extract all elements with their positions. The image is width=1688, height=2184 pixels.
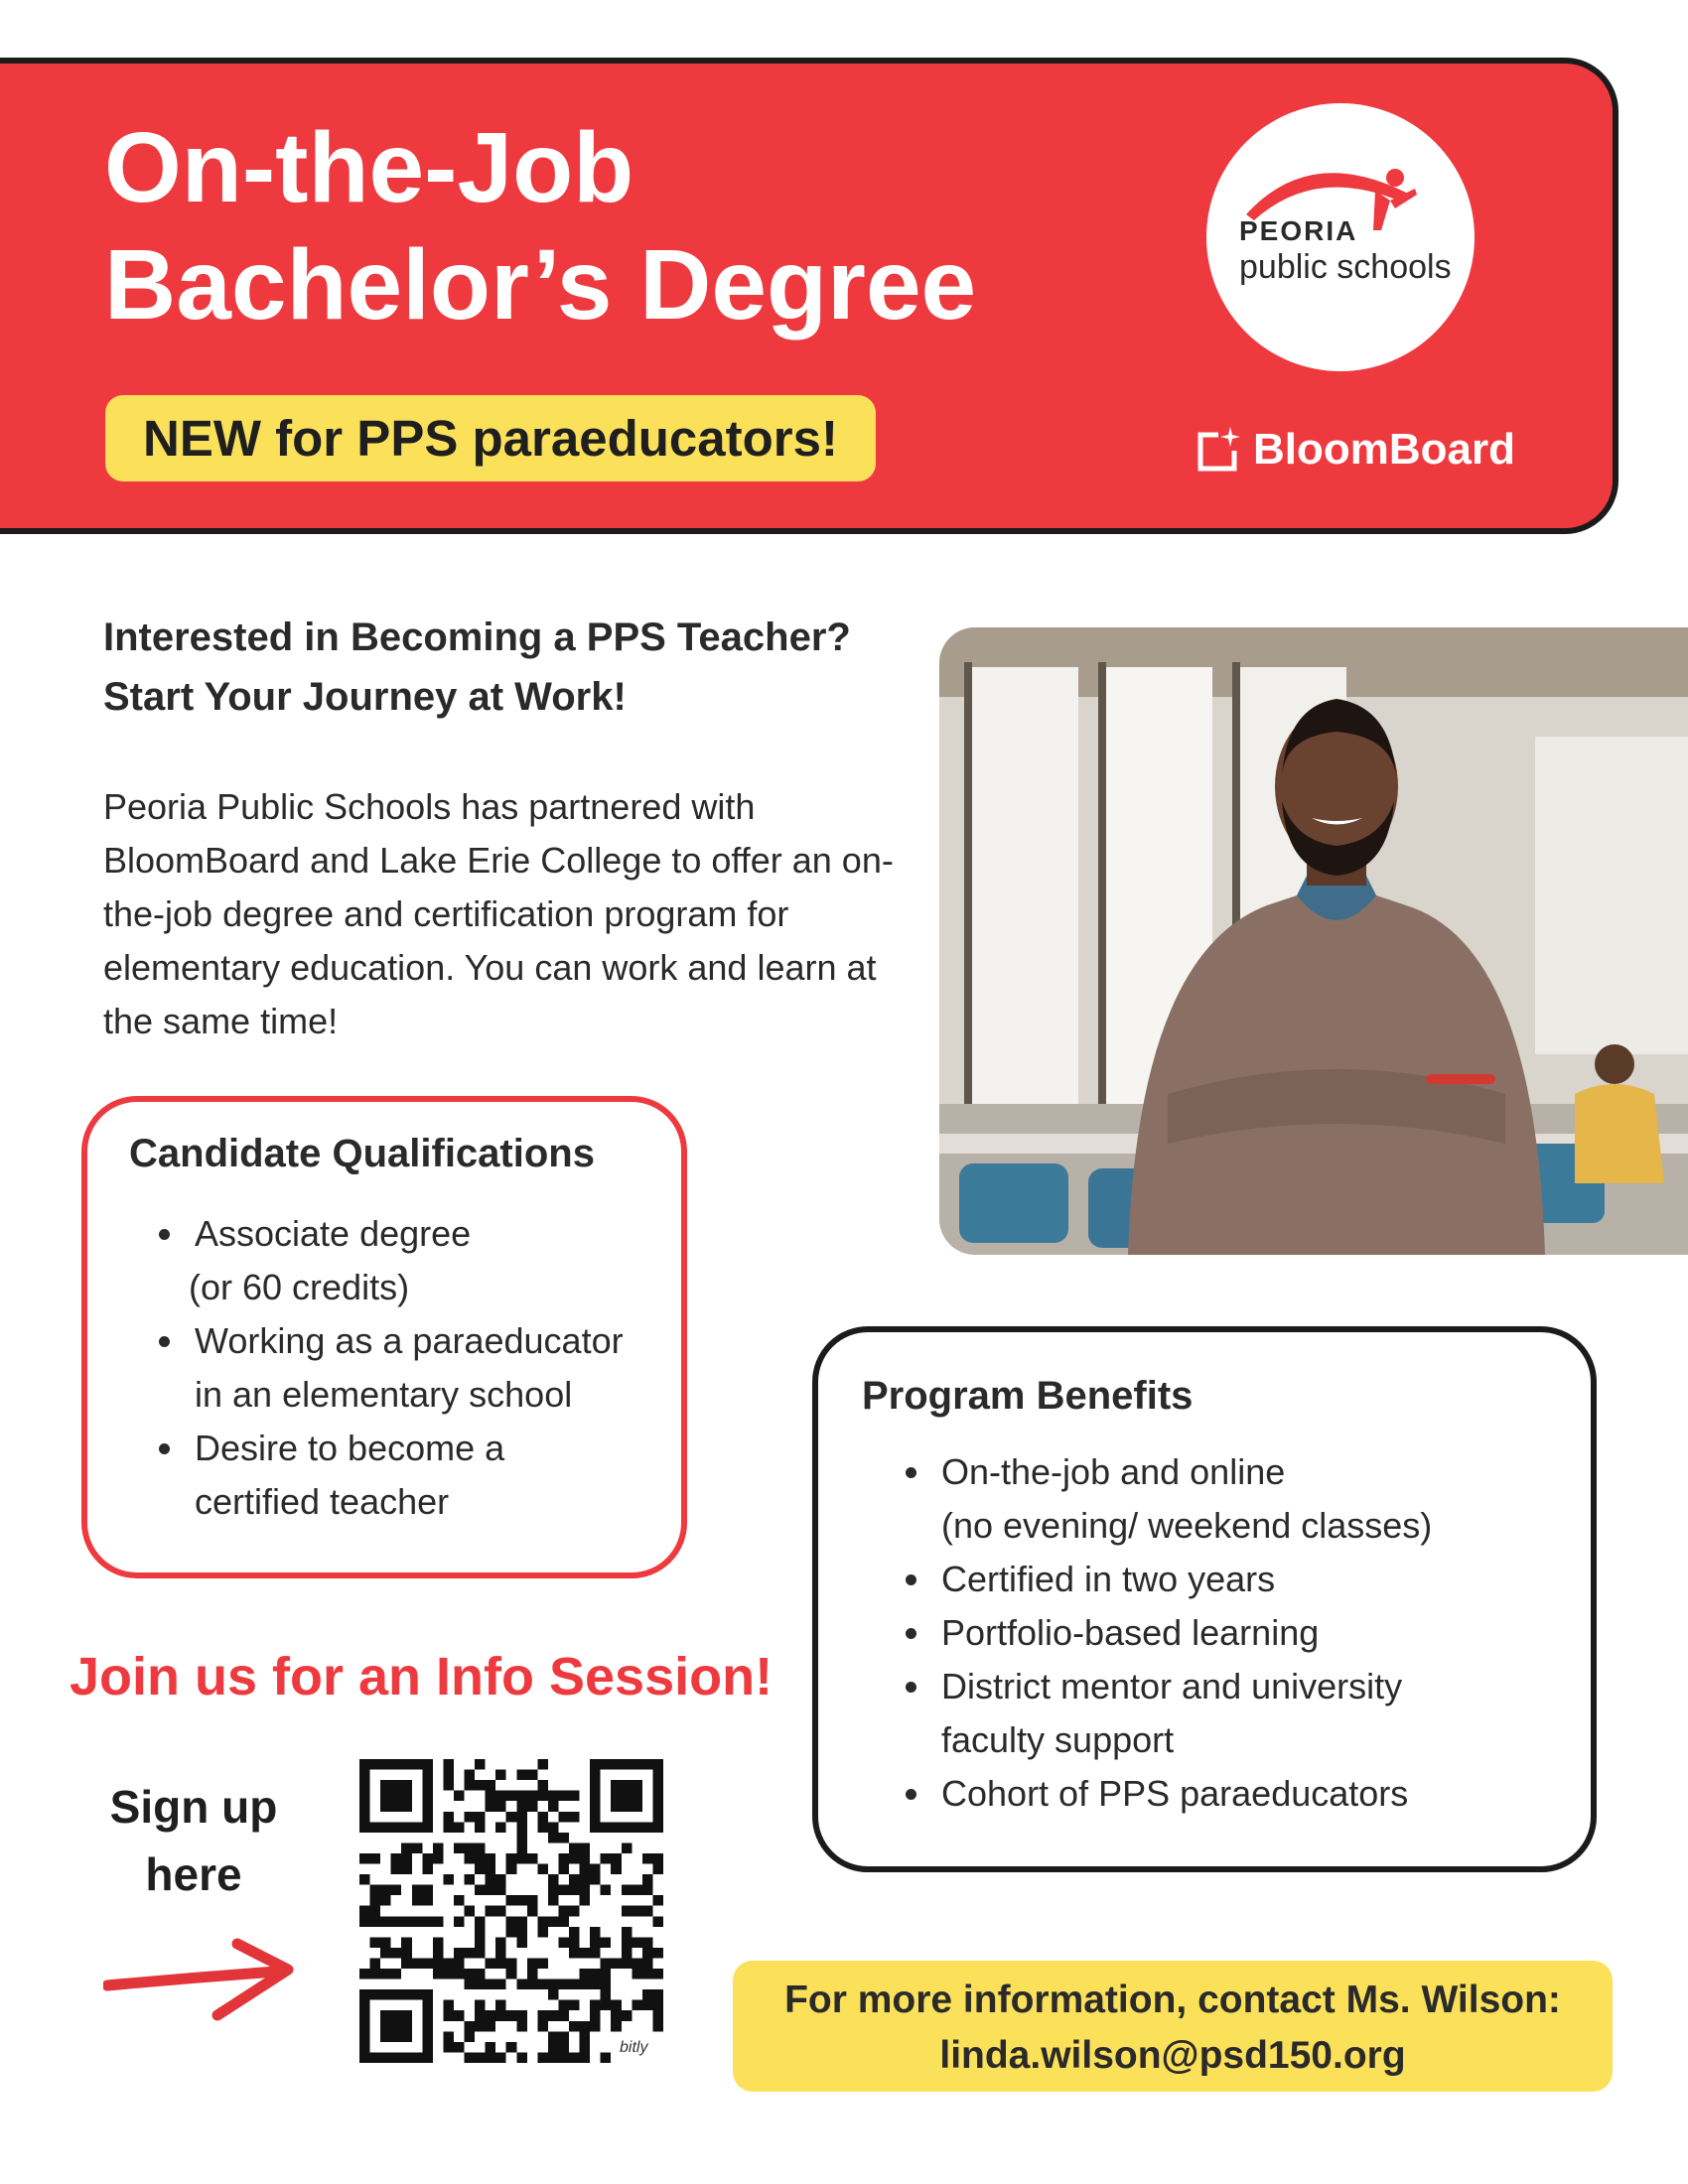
list-item: Certified in two years bbox=[900, 1553, 1575, 1606]
list-item: Portfolio-based learning bbox=[900, 1606, 1575, 1660]
contact-email[interactable]: linda.wilson@psd150.org bbox=[939, 2034, 1406, 2077]
tagline-badge: NEW for PPS paraeducators! bbox=[105, 395, 876, 481]
list-item: District mentor and university faculty support bbox=[900, 1660, 1575, 1767]
title-line-2: Bachelor’s Degree bbox=[104, 229, 977, 341]
contact-line-1: For more information, contact Ms. Wilson: bbox=[784, 1979, 1561, 2021]
list-item: Cohort of PPS paraeducators bbox=[900, 1767, 1575, 1821]
classroom-photo-illustration bbox=[939, 627, 1688, 1255]
district-logo-line-1: PEORIA bbox=[1239, 215, 1358, 246]
signup-line-1: Sign up bbox=[109, 1781, 278, 1833]
benefits-list bbox=[900, 1445, 1575, 1821]
intro-paragraph: Peoria Public Schools has partnered with BloomBoard and Lake Erie College to offer an on-the-job degree and certification program for elementary education. You can work and learn at the same time! bbox=[103, 786, 894, 1041]
info-session-heading: Join us for an Info Session! bbox=[70, 1647, 774, 1706]
signup-label bbox=[99, 1773, 288, 1908]
arrow-right-icon bbox=[103, 1938, 302, 2027]
title-line-1: On-the-Job bbox=[104, 112, 634, 223]
qr-caption: bitly bbox=[620, 2039, 648, 2056]
list-item: Desire to become a certified teacher bbox=[153, 1422, 669, 1529]
list-item: Working as a paraeducator in an elementary school bbox=[153, 1314, 669, 1422]
qualifications-title: Candidate Qualifications bbox=[129, 1132, 595, 1175]
list-item: On-the-job and online (no evening/ weekend classes) bbox=[900, 1445, 1575, 1553]
page-title bbox=[104, 109, 1077, 343]
qualifications-list bbox=[153, 1207, 669, 1529]
district-logo-line-2: public schools bbox=[1239, 248, 1452, 286]
list-item: Associate degree (or 60 credits) bbox=[153, 1207, 669, 1314]
intro-question-line-1: Interested in Becoming a PPS Teacher? bbox=[103, 615, 851, 659]
bloomboard-icon bbox=[1195, 425, 1242, 475]
intro-question bbox=[103, 608, 917, 727]
signup-line-2: here bbox=[145, 1848, 242, 1900]
intro-question-line-2: Start Your Journey at Work! bbox=[103, 675, 627, 719]
qr-code[interactable] bbox=[359, 1759, 663, 2063]
bloomboard-logo-text: BloomBoard bbox=[1253, 425, 1515, 474]
benefits-title: Program Benefits bbox=[862, 1374, 1194, 1418]
contact-box bbox=[733, 1961, 1613, 2092]
teacher-photo bbox=[939, 627, 1688, 1255]
